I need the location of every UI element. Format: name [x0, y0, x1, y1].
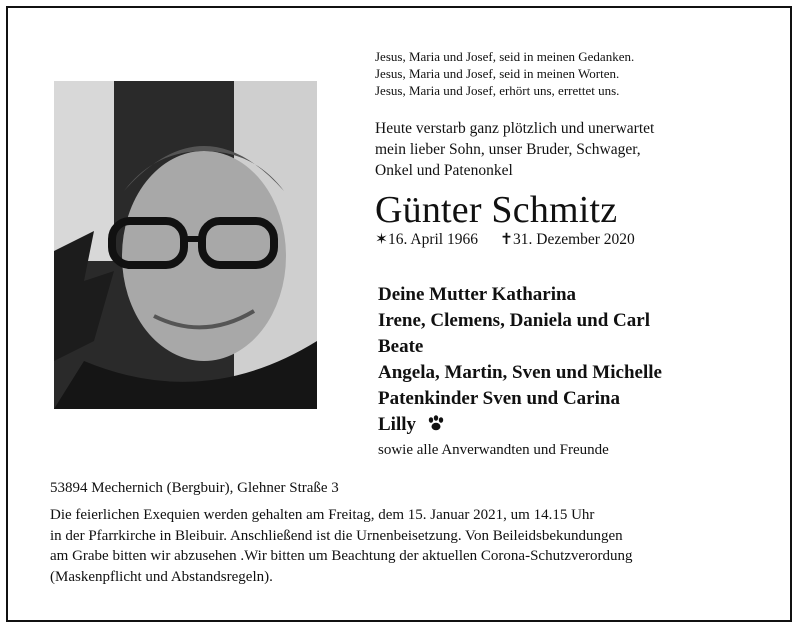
quote-block: [375, 48, 634, 99]
details-line: in der Pfarrkirche in Bleibuir. Anschließend ist die Urnenbeisetzung. Von Beileidsbekundungen: [50, 527, 623, 544]
portrait-photo: [54, 81, 317, 409]
details-line: Die feierlichen Exequien werden gehalten am Freitag, dem 15. Januar 2021, um 14.15 Uhr: [50, 507, 595, 523]
quote-line: Jesus, Maria und Josef, seid in meinen Gedanken.: [375, 49, 635, 64]
life-dates: [375, 230, 635, 250]
mourner-line: Angela, Martin, Sven und Michelle: [378, 362, 662, 383]
mourner-line: Beate: [378, 336, 424, 357]
intro-line: Onkel und Patenonkel: [375, 162, 513, 179]
intro-text: [375, 118, 654, 181]
paw-icon: [427, 415, 445, 431]
portrait-illustration: [54, 81, 317, 409]
death-cross-icon: ✝: [500, 231, 513, 248]
intro-line: Heute verstarb ganz plötzlich und unerwartet: [375, 120, 655, 137]
intro-line: mein lieber Sohn, unser Bruder, Schwager,: [375, 141, 641, 158]
mourner-pet-name: Lilly: [378, 414, 417, 435]
mourner-line: Deine Mutter Katharina: [378, 284, 577, 305]
quote-line: Jesus, Maria und Josef, seid in meinen Worten.: [375, 66, 620, 81]
mourner-line: Patenkinder Sven und Carina: [378, 388, 620, 409]
death-date: 31. Dezember 2020: [513, 231, 635, 248]
quote-line: Jesus, Maria und Josef, erhört uns, errettet uns.: [375, 83, 620, 98]
relatives-line: sowie alle Anverwandten und Freunde: [378, 442, 609, 458]
address-line: 53894 Mechernich (Bergbuir), Glehner Straße 3: [50, 480, 339, 496]
birth-date: 16. April 1966: [388, 231, 478, 248]
birth-star-icon: ✶: [375, 231, 388, 248]
mourner-line: Irene, Clemens, Daniela und Carl: [378, 310, 650, 331]
details-line: am Grabe bitten wir abzusehen .Wir bitten um Beachtung der aktuellen Corona-Schutzverordung: [50, 548, 633, 564]
deceased-name: Günter Schmitz: [375, 189, 618, 231]
mourner-line-pet: [378, 412, 662, 438]
funeral-details: [50, 505, 790, 587]
mourners-list: [378, 282, 662, 438]
details-line: (Maskenpflicht und Abstandsregeln).: [50, 568, 273, 585]
